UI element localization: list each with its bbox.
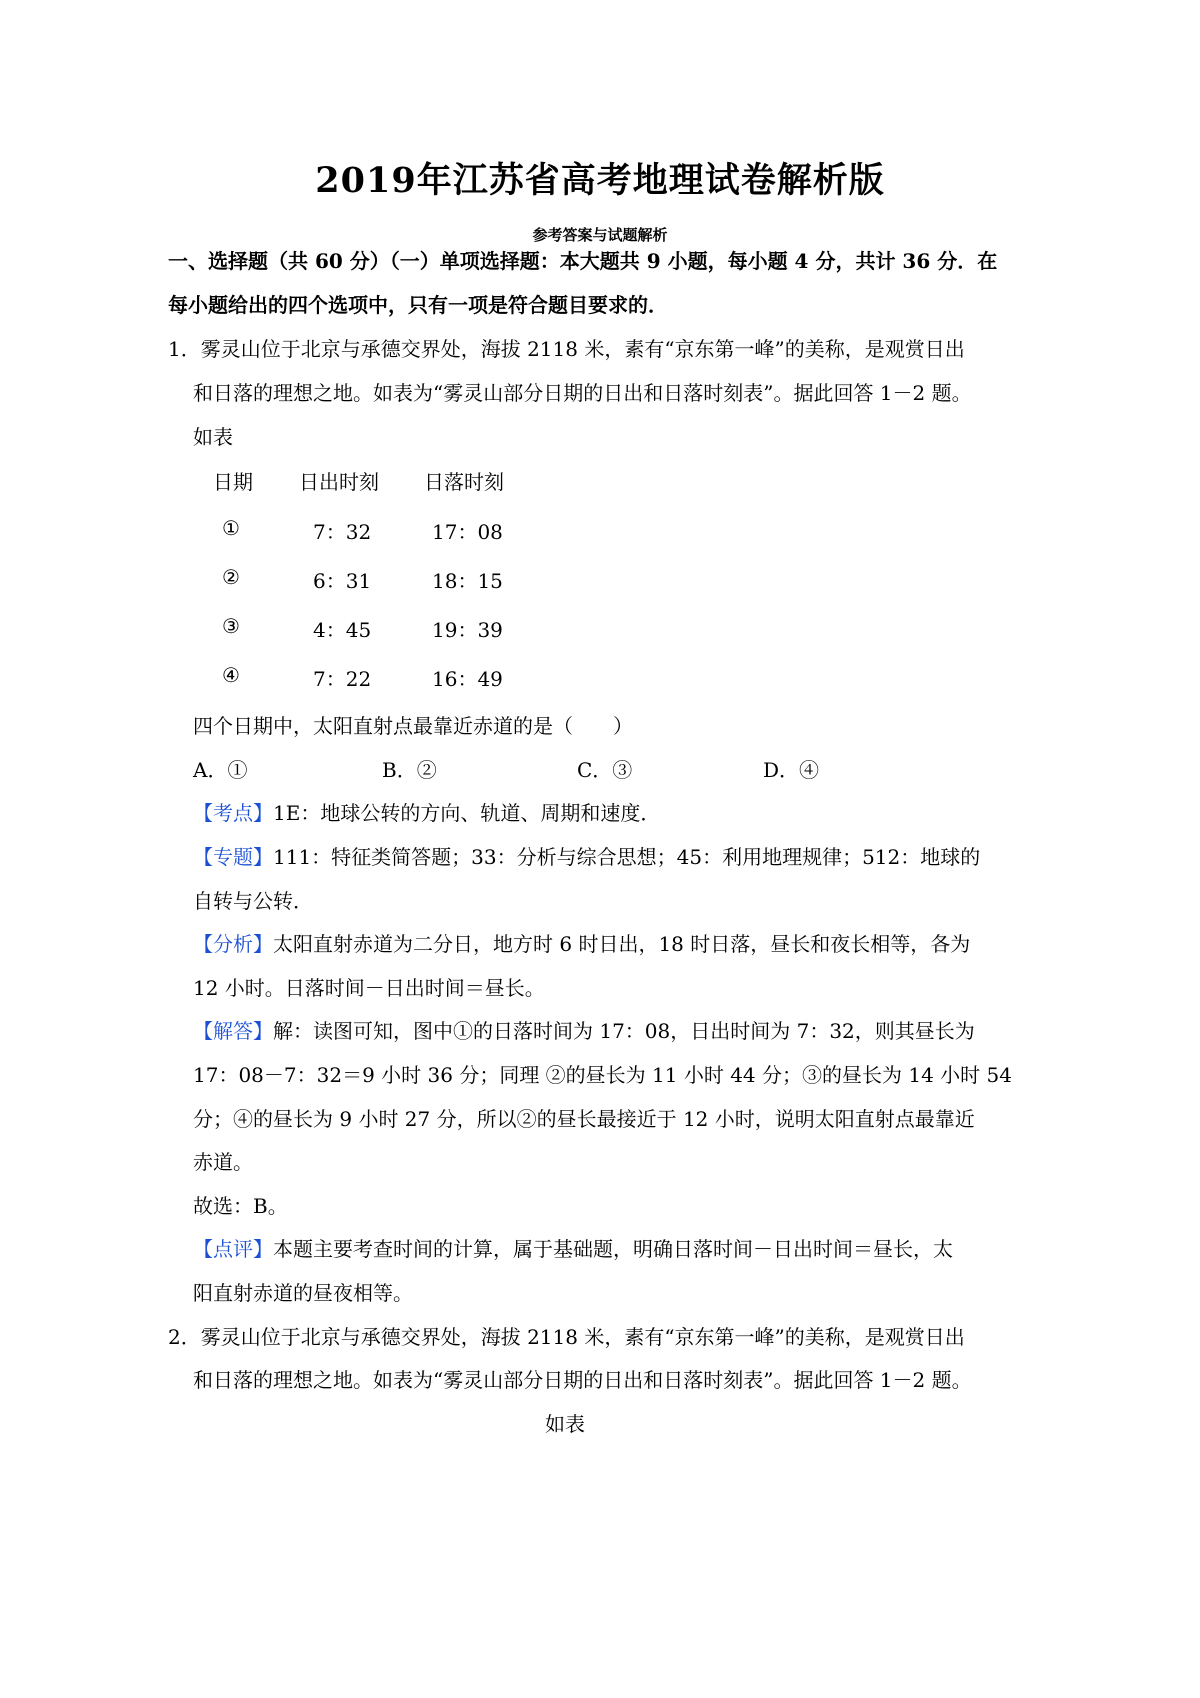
- jieda-tag: 【解答】: [193, 1019, 273, 1043]
- dianping-text: 本题主要考查时间的计算，属于基础题，明确日落时间－日出时间＝昼长，太: [273, 1237, 953, 1261]
- jieda-text: 解：读图可知，图中①的日落时间为 17：08，日出时间为 7：32，则其昼长为: [273, 1019, 975, 1043]
- q2-stem-line2: 和日落的理想之地。如表为“雾灵山部分日期的日出和日落时刻表”。据此回答 1－2 题。: [193, 1368, 972, 1392]
- q1-zhuanti: [193, 841, 980, 870]
- table-header-date: 日期: [213, 470, 253, 494]
- table-cell-date: ③: [222, 614, 240, 638]
- kaodian-tag: 【考点】: [193, 801, 273, 825]
- q1-option-a: A．①: [193, 758, 248, 782]
- table-cell-sunset: 17：08: [432, 520, 503, 544]
- q1-jieda-line3: 分；④的昼长为 9 小时 27 分，所以②的昼长最接近于 12 小时，说明太阳直射点最靠近: [193, 1107, 975, 1131]
- q1-kaodian: [193, 797, 660, 826]
- table-cell-sunrise: 4：45: [313, 618, 372, 642]
- kaodian-text: 1E：地球公转的方向、轨道、周期和速度．: [273, 801, 661, 825]
- fenxi-text: 太阳直射赤道为二分日，地方时 6 时日出，18 时日落，昼长和夜长相等，各为: [273, 932, 971, 956]
- q1-table-caption: 如表: [193, 425, 233, 449]
- q1-fenxi: [193, 928, 970, 957]
- page-subtitle: 参考答案与试题解析: [532, 226, 668, 244]
- q1-stem-line1: 1．雾灵山位于北京与承德交界处，海拔 2118 米，素有“京东第一峰”的美称，是观赏日出: [168, 337, 965, 361]
- zhuanti-tag: 【专题】: [193, 845, 273, 869]
- table-cell-date: ①: [222, 516, 240, 540]
- table-cell-sunrise: 7：32: [313, 520, 372, 544]
- q1-question: 四个日期中，太阳直射点最靠近赤道的是（ ）: [193, 714, 633, 738]
- q1-dianping-line2: 阳直射赤道的昼夜相等。: [193, 1281, 413, 1305]
- q1-fenxi-line2: 12 小时。日落时间－日出时间＝昼长。: [193, 976, 545, 1000]
- zhuanti-text: 111：特征类简答题；33：分析与综合思想；45：利用地理规律；512：地球的: [273, 845, 981, 869]
- q2-table-caption: 如表: [545, 1412, 585, 1436]
- fenxi-tag: 【分析】: [193, 932, 273, 956]
- table-header-sunset: 日落时刻: [424, 470, 504, 494]
- q1-jieda-line2: 17：08－7：32＝9 小时 36 分；同理 ②的昼长为 11 小时 44 分；③的昼长为 14 小时 54: [193, 1063, 1012, 1087]
- table-cell-sunrise: 7：22: [313, 667, 372, 691]
- dianping-tag: 【点评】: [193, 1237, 273, 1261]
- table-header-sunrise: 日出时刻: [299, 470, 379, 494]
- q1-option-b: B．②: [382, 758, 437, 782]
- section-heading-line1: 一、选择题（共 60 分）（一）单项选择题：本大题共 9 小题，每小题 4 分，共计 36 分．在: [168, 249, 998, 273]
- q1-dianping: [193, 1233, 953, 1262]
- table-cell-sunset: 19：39: [432, 618, 503, 642]
- q2-stem-line1: 2．雾灵山位于北京与承德交界处，海拔 2118 米，素有“京东第一峰”的美称，是观赏日出: [168, 1325, 965, 1349]
- q1-zhuanti-line2: 自转与公转．: [193, 889, 313, 913]
- table-cell-sunset: 18：15: [432, 569, 503, 593]
- q1-stem-line2: 和日落的理想之地。如表为“雾灵山部分日期的日出和日落时刻表”。据此回答 1－2 题。: [193, 381, 972, 405]
- table-cell-date: ②: [222, 565, 240, 589]
- q1-jieda: [193, 1015, 975, 1044]
- q1-option-d: D．④: [763, 758, 820, 782]
- q1-option-c: C．③: [577, 758, 633, 782]
- q1-answer: 故选：B。: [193, 1194, 288, 1218]
- page-title: 2019年江苏省高考地理试卷解析版: [315, 160, 885, 201]
- table-cell-sunset: 16：49: [432, 667, 503, 691]
- table-cell-sunrise: 6：31: [313, 569, 372, 593]
- q1-jieda-line4: 赤道。: [193, 1150, 253, 1174]
- table-cell-date: ④: [222, 663, 240, 687]
- section-heading-line2: 每小题给出的四个选项中，只有一项是符合题目要求的．: [168, 293, 668, 317]
